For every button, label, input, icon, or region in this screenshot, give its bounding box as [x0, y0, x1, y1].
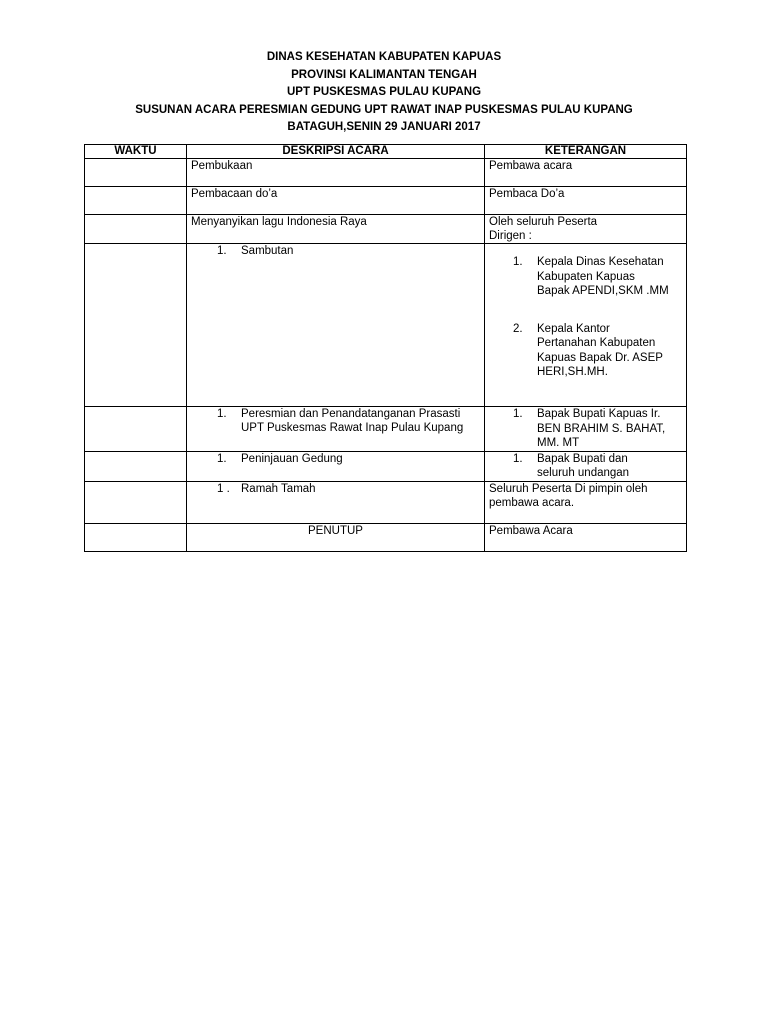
list-text: Sambutan	[241, 245, 294, 257]
list-line: Kapuas Bapak Dr. ASEP	[537, 351, 663, 364]
table-row	[85, 523, 687, 551]
waktu-cell	[85, 523, 187, 551]
list-number: 1.	[513, 256, 523, 268]
document-header	[0, 49, 768, 137]
column-header-waktu: WAKTU	[85, 145, 187, 159]
list-number: 1 .	[217, 482, 230, 495]
list-text	[537, 452, 682, 481]
desc-cell	[187, 407, 485, 452]
header-line-4: SUSUNAN ACARA PERESMIAN GEDUNG UPT RAWAT INAP PUSKESMAS PULAU KUPANG	[135, 103, 633, 116]
list-number: 1.	[513, 452, 523, 465]
ket-list-item	[489, 452, 682, 481]
ket-list-item	[489, 322, 682, 380]
agenda-table	[84, 144, 687, 552]
list-line: Kepala Dinas Kesehatan	[537, 256, 664, 268]
waktu-cell	[85, 244, 187, 407]
list-number: 1.	[217, 245, 227, 257]
list-number: 1.	[513, 408, 523, 420]
table-header-row	[85, 145, 687, 159]
desc-cell	[187, 244, 485, 407]
ket-cell: Pembawa acara	[485, 159, 687, 187]
list-text	[537, 255, 682, 299]
table-row	[85, 215, 687, 244]
list-line: seluruh undangan	[537, 467, 630, 479]
waktu-cell	[85, 451, 187, 481]
ket-list-item	[489, 407, 682, 451]
ket-line: pembawa acara.	[489, 496, 575, 509]
desc-cell: Pembukaan	[187, 159, 485, 187]
waktu-cell	[85, 187, 187, 215]
column-header-deskripsi: DESKRIPSI ACARA	[187, 145, 485, 159]
ket-cell: Pembaca Do’a	[485, 187, 687, 215]
ket-list-item	[489, 255, 682, 299]
list-number: 1.	[217, 408, 227, 420]
list-line: BEN BRAHIM S. BAHAT,	[537, 422, 666, 435]
list-line: Kabupaten Kapuas	[537, 270, 635, 283]
waktu-cell	[85, 481, 187, 523]
header-line-5: BATAGUH,SENIN 29 JANUARI 2017	[287, 121, 481, 133]
list-line: Peresmian dan Penandatanganan Prasasti	[241, 408, 461, 420]
desc-cell: Menyanyikan lagu Indonesia Raya	[187, 215, 485, 244]
header-line-2: PROVINSI KALIMANTAN TENGAH	[291, 68, 477, 81]
penutup-cell: PENUTUP	[187, 523, 485, 551]
desc-list-item	[191, 452, 480, 466]
ket-line: Oleh seluruh Peserta	[489, 216, 598, 228]
table-row	[85, 407, 687, 452]
list-line: Kepala Kantor	[537, 322, 610, 335]
list-number: 1.	[217, 452, 227, 465]
list-line: HERI,SH.MH.	[537, 366, 608, 378]
desc-cell: Pembacaan do’a	[187, 187, 485, 215]
ket-cell	[485, 215, 687, 244]
desc-list-item	[191, 244, 480, 258]
table-row	[85, 159, 687, 187]
list-text: Ramah Tamah	[241, 482, 316, 495]
ket-cell: Pembawa Acara	[485, 523, 687, 551]
desc-list-item	[191, 407, 480, 435]
list-line: UPT Puskesmas Rawat Inap Pulau Kupang	[241, 422, 464, 434]
list-line: MM. MT	[537, 437, 580, 449]
ket-cell	[485, 407, 687, 452]
desc-cell	[187, 481, 485, 523]
list-line: Pertanahan Kabupaten	[537, 337, 656, 349]
waktu-cell	[85, 407, 187, 452]
table-row	[85, 481, 687, 523]
desc-list-item	[191, 482, 480, 496]
list-line: Bapak Bupati Kapuas Ir.	[537, 408, 661, 420]
ket-line: Dirigen :	[489, 230, 532, 242]
list-text	[537, 322, 682, 380]
waktu-cell	[85, 215, 187, 244]
table-row	[85, 187, 687, 215]
list-number: 2.	[513, 322, 523, 335]
ket-cell	[485, 481, 687, 523]
list-text: Peninjauan Gedung	[241, 452, 343, 465]
waktu-cell	[85, 159, 187, 187]
table-row	[85, 244, 687, 407]
header-line-1: DINAS KESEHATAN KABUPATEN KAPUAS	[266, 51, 502, 63]
ket-line: Seluruh Peserta Di pimpin oleh	[489, 482, 648, 495]
ket-cell	[485, 451, 687, 481]
header-line-3: UPT PUSKESMAS PULAU KUPANG	[286, 86, 482, 98]
ket-cell	[485, 244, 687, 407]
list-line: Bapak Bupati dan	[537, 452, 628, 465]
list-text	[241, 407, 480, 435]
list-line: Bapak APENDI,SKM .MM	[537, 285, 669, 297]
table-row	[85, 451, 687, 481]
list-text	[537, 407, 682, 451]
column-header-keterangan: KETERANGAN	[485, 145, 687, 159]
desc-cell	[187, 451, 485, 481]
